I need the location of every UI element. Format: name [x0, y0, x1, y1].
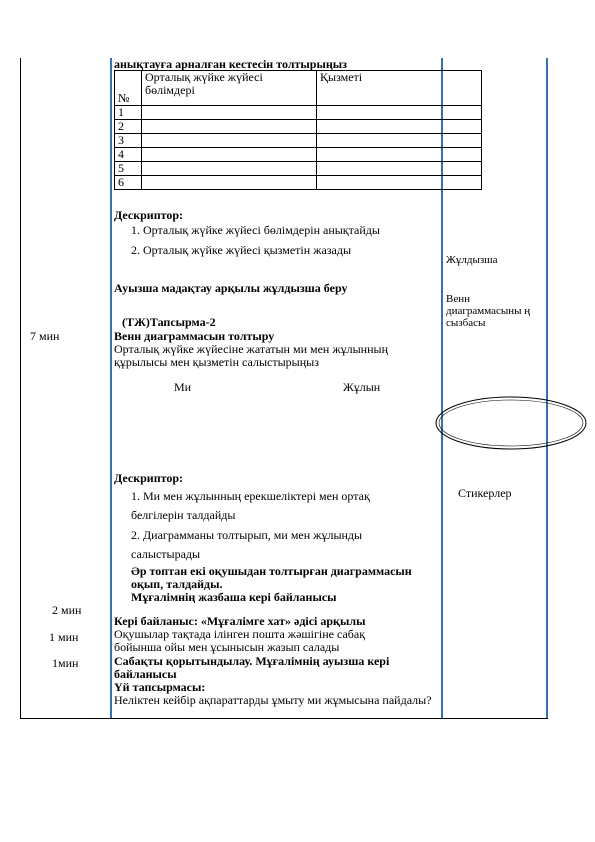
resource-stickers: Стикерлер: [458, 486, 512, 500]
table-row: 2: [115, 120, 482, 134]
time-label-2min: 2 мин: [52, 603, 82, 617]
table-row: 4: [115, 148, 482, 162]
table-header-row: [115, 71, 482, 106]
table-row: 5: [115, 162, 482, 176]
outer-right-border: [546, 58, 548, 718]
resource-star: Жұлдызша: [446, 254, 498, 266]
homework-text: Неліктен кейбір ақпараттарды ұмыту ми жұмысына пайдалы?: [114, 693, 432, 707]
time-label-1min: 1 мин: [49, 630, 79, 644]
header-number: №: [115, 71, 142, 106]
descriptor-2-label: Дескриптор:: [114, 471, 184, 485]
outer-bottom-border: [20, 718, 548, 719]
top-caption: анықтауға арналған кестесін толтырыңыз: [114, 57, 347, 71]
praise-text: Ауызша мадақтау арқылы жұлдызша беру: [114, 281, 348, 295]
resource-venn: Венн диаграммасыны ң сызбасы: [446, 293, 531, 329]
header-departments: Орталық жүйке жүйесі бөлімдері: [142, 71, 317, 106]
feedback-text: Оқушылар тақтада ілінген пошта жәшігіне сабақ бойынша ойы мен ұсынысын жазып салады: [114, 627, 366, 654]
descriptor-1-label: Дескриптор:: [114, 208, 184, 222]
departments-table: [114, 70, 482, 190]
feedback-title: Кері байланыс: «Мұғалімге хат» әдісі арқылы: [114, 614, 366, 628]
descriptor-1-item-1: 1. Орталық жүйке жүйесі бөлімдерін анықтайды: [131, 223, 380, 237]
descriptor-2-item-1: 1. Ми мен жұлынның ерекшеліктері мен ортақ белгілерін талдайды: [131, 489, 370, 522]
header-function: Қызметі: [317, 71, 482, 106]
group-note: Әр топтан екі оқушыдан толтырған диаграммасын оқып, талдайды.: [131, 564, 412, 591]
descriptor-2-item-2: 2. Диаграмманы толтырып, ми мен жұлынды салыстырады: [131, 528, 363, 561]
summary-text: Сабақты қорытындылау. Мұғалімнің ауызша кері байланысы: [114, 654, 390, 681]
table-row: 6: [115, 176, 482, 190]
table-row: 3: [115, 134, 482, 148]
teacher-feedback: Мұғалімнің жазбаша кері байланысы: [131, 590, 337, 604]
homework-title: Үй тапсырмасы:: [114, 680, 206, 694]
venn-diagram-icon: [432, 392, 590, 454]
venn-right-label: Жұлын: [343, 380, 381, 394]
table-row: 1: [115, 106, 482, 120]
task-2-title: (ТЖ)Тапсырма-2: [122, 315, 216, 329]
time-label-7min: 7 мин: [30, 329, 60, 343]
task-2-text: Орталық жүйке жүйесіне жататын ми мен жұлынның құрылысы мен қызметін салыстырыңыз: [114, 342, 388, 369]
descriptor-1-item-2: 2. Орталық жүйке жүйесі қызметін жазады: [131, 243, 352, 257]
time-label-1min-b: 1мин: [52, 656, 79, 670]
task-2-subtitle: Венн диаграммасын толтыру: [114, 329, 275, 343]
outer-left-border: [20, 58, 21, 718]
venn-left-label: Ми: [174, 380, 192, 394]
outer-col-divider-1: [110, 58, 112, 718]
